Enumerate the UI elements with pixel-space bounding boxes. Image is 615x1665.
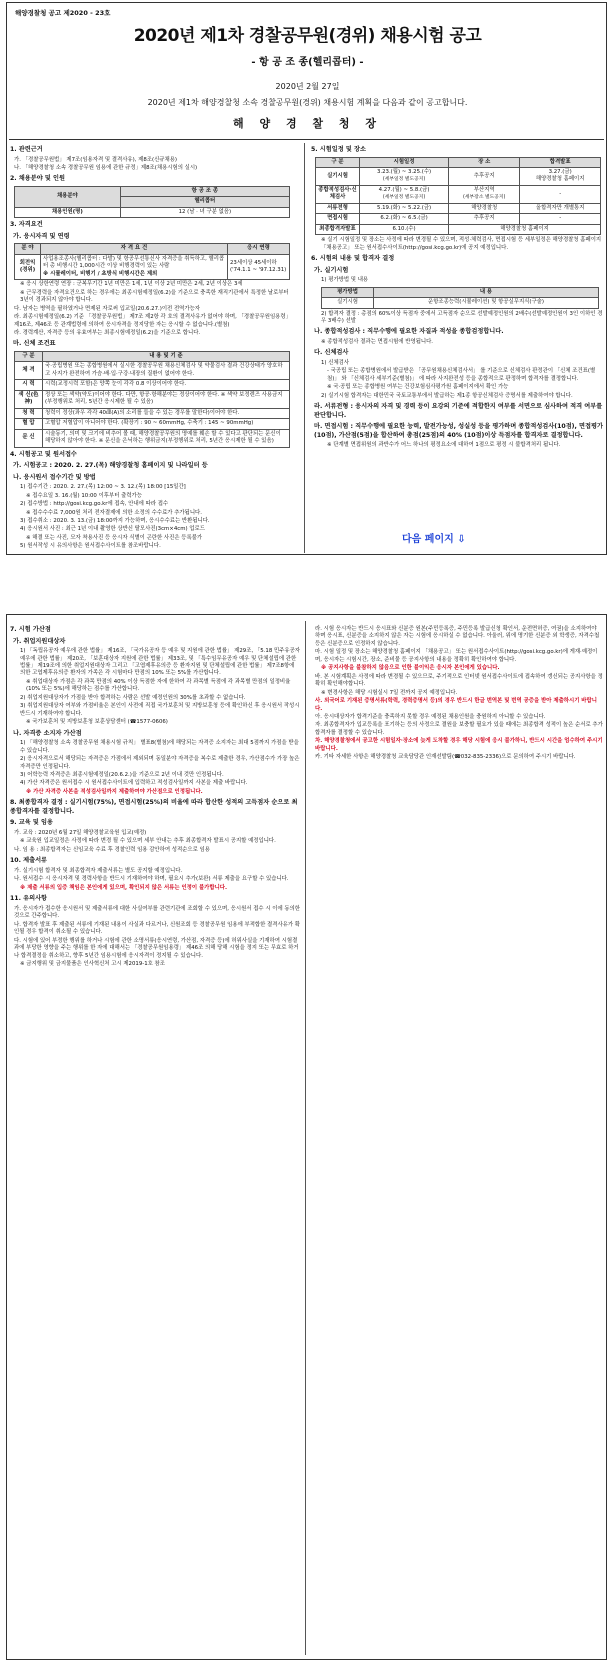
- caution-line: 아. 응시대상자가 합격기준을 충족하지 못할 경우 예정된 채용인원을 충원하지 아니할 수 있습니다.: [315, 713, 546, 720]
- body-cat: 문 신: [15, 429, 43, 447]
- caution-line: 라. 시험 응시자는 반드시 응시표와 신분증 원본(주민등록증, 주민등록 발급신청 확인서, 운전면허증, 여권)을 소지하여야 하며 응시표, 신분증을 소지하지 않은 자는 시험에 응시하실 수 없습니다. 아울러, 위에 명기한 신분증 외 학생증, 자격수첩 등은 신분증으로 인정하지 않습니다.: [315, 626, 600, 647]
- body-cat: 시 력: [15, 380, 43, 390]
- table-row: [15, 390, 290, 408]
- table-row: [15, 408, 290, 418]
- schedule-th: 합격발표: [520, 157, 601, 167]
- qual-age: 23세이상 45세이하('74.1.1 ~ '97.12.31): [228, 254, 290, 279]
- notice-header: [7, 3, 607, 141]
- physical-title: 다. 신체검사: [314, 349, 349, 357]
- bonus-line: 2) 취업지원대상자가 가점을 받아 합격하는 사람은 선발 예정인원의 30%를 초과할 수 없습니다.: [20, 694, 246, 701]
- application-method-title: 나. 응시원서 접수기간 및 방법: [13, 473, 96, 481]
- bonus-line: 3) 취업지원대상자 여부와 가점비율은 본인이 사전에 직접 국가보훈처 및 지방보훈청 등에 확인하신 후 응시원서 작성시 반드시 기재하여야 합니다.: [20, 703, 300, 717]
- body-desc: 국·공립병원 또는 종합병원에서 실시한 경찰공무원 채용신체검사 및 약물검사 결과 건강상태가 양호하고 사지가 완전하여 가슴·배·입·구강·내장의 질환이 없어야 한다.: [43, 362, 290, 380]
- body-cat: 혈 압: [15, 419, 43, 429]
- application-line: ※ 해결 또는 사진, 모자 착용사진 등 응시자 식별이 곤란한 사진은 등록불가: [26, 534, 203, 541]
- caution-contact: 카. 기타 자세한 사항은 해양경찰청 교육담당관 인재선발팀(☎032-835-2336)으로 문의하여 주시기 바랍니다.: [315, 754, 576, 761]
- body-desc: 정상 또는 색약(약도)이어야 한다. 다만, 항공·항해분야는 정상이어야 한다. ※ 색약 보정렌즈 사용금지(부정행위로 처리, 5년간 응시제한 될 수 있음): [43, 390, 290, 408]
- qual-note: ※ 근무경력을 자격요건으로 하는 경우에는 최종시험예정일(6.2)을 기준으로 충족한 재직기관에서 특정한 날로부터 3년이 경과되지 않아야 합니다.: [20, 289, 289, 304]
- notice-intro: 2020년 제1차 해양경찰청 소속 경찰공무원(경위) 채용시험 계획을 다음과 같이 공고합니다.: [147, 98, 468, 107]
- table-row: [316, 214, 601, 224]
- page-title: 2020년 제1차 경찰공무원(경위) 채용시험 공고: [133, 26, 482, 46]
- application-line: ※ 접수수수료 7,000원 처리 전자결제에 의한 소정의 수수료가 추가됩니다.: [26, 509, 202, 516]
- qual-th: 자 격 요 건: [41, 244, 228, 254]
- qual-th: 응시 연령: [228, 244, 290, 254]
- body-cat: 청 력: [15, 408, 43, 418]
- practical-title: 가. 실기시험: [314, 266, 349, 274]
- schedule-result: -: [520, 185, 601, 203]
- schedule-date: 6.10.(수): [360, 224, 449, 234]
- schedule-date-note: (세부일정 별도공지): [382, 176, 426, 182]
- qual-field: 회전익(경위): [15, 254, 41, 279]
- education-note: ※ 교육원 입교일정은 사정에 따라 변경 될 수 있으며 세부 안내는 추후 최종합격자 발표시 공지할 예정입니다.: [20, 838, 276, 845]
- physical-note: ※ 국·공립 또는 종합병원 여부는 건강보험심사평가원 홈페이지에서 확인 가능: [327, 384, 509, 391]
- schedule-place: 해양경찰청 홈페이지: [449, 224, 601, 234]
- notice-page-1: [6, 2, 607, 555]
- body-th: 구 분: [15, 351, 43, 361]
- field-header: 채용분야: [15, 187, 121, 208]
- qual-req: 사업용조종사(헬리콥터 : 다발) 및 항공무선통신사 자격증을 취득하고, 헬리콥터 총 비행시간 1,000시간 이상 비행경력이 있는 사람: [43, 255, 225, 270]
- section-caution-title: 11. 유의사항: [10, 895, 48, 903]
- schedule-th: 장 소: [449, 157, 520, 167]
- body-subtitle: 마. 신체 조건표: [13, 340, 56, 348]
- schedule-table: [315, 157, 601, 236]
- qual-table: [14, 243, 290, 280]
- practical-th: 평가방법: [322, 287, 374, 297]
- schedule-date: 6.2.(화) ~ 6.5.(금): [360, 214, 449, 224]
- section-final-title: 8. 최종합격자 결정 : 실기시험(75%), 면접시험(25%)의 비율에 따라 합산한 성적의 고득점자 순으로 최종합격자를 결정합니다.: [10, 799, 298, 815]
- caution-line: 나. 합격자 발표 후 제출된 서류에 기재된 내용이 사실과 다르거나, 신원조회 등 경찰공무원 임용에 부적합한 결격사유가 확인될 경우 합격이 취소될 수 있습니다.: [14, 921, 300, 936]
- page1-right-column: [311, 143, 603, 451]
- body-desc: 고혈압 저혈압이 아니어야 한다. (확장기 : 90 ~ 60mmHg, 수축기 : 145 ~ 90mmHg): [43, 419, 290, 429]
- application-line: 4) 응시원서 사진 : 최근 1년 이내 촬영한 상반신 탈모사진(3cm×4cm) 업로드: [20, 526, 205, 533]
- bonus-note: ※ 취업대상자 가점은 각 과목 만점의 40% 이상 득점한 자에 한하여 각 과목별 득점에 각 과목별 만점의 일정비율(10% 또는 5%)에 해당하는 점수를 가산합니다.: [26, 678, 291, 693]
- schedule-place: 부산지역: [473, 187, 495, 194]
- qual-req-cell: [41, 254, 228, 279]
- physical-sub: 1) 신체검사: [321, 359, 350, 366]
- caution-line: 가. 응시자가 접수한 응시원서 및 제출서류에 대한 사실여부를 관련기관에 조회할 수 있으며, 응시원서 접수 시 이에 동의한 것으로 간주합니다.: [14, 905, 300, 920]
- notice-number: 해양경찰청 공고 제2020 - 23호: [15, 9, 111, 17]
- schedule-th: 구 분: [316, 157, 360, 167]
- page-subtitle: - 항 공 조 종(헬리콥터) -: [251, 57, 364, 68]
- caution-line: 바. 본 시험계획은 사정에 따라 변경될 수 있으므로, 주기적으로 인터넷 원서접수사이트에 접속하여 갱신되는 공지사항을 정확히 확인해야합니다.: [315, 673, 603, 688]
- caution-line: 다. 시험에 있어 부정한 행위를 하거나 시험에 관한 소명서류(응시연령, 가산점, 자격증 등)에 허위사실을 기재하여 시험결과에 부당한 영향을 주는 행위를 한 자에 대해서는 「경찰공무원임용령」 제46조 의해 당해 시험을 정지 또는 무효로 하거나 합격결정을 취소하고, 향후 5년간 임용시험에 응시자격이 정지될 수 있습니다.: [14, 937, 299, 959]
- body-cat: 체 격: [15, 362, 43, 380]
- practical-method: 1) 평가방법 및 내용: [321, 277, 369, 284]
- headcount-label: 채용인원(명): [15, 207, 121, 217]
- schedule-place-note: (세부장소 별도공지): [463, 194, 506, 200]
- section-documents-title: 10. 제출서류: [10, 857, 48, 865]
- schedule-place: 추후공지: [473, 172, 495, 179]
- practical-th: 내 용: [374, 287, 599, 297]
- field-sub: 헬리콥터: [120, 197, 289, 207]
- bonus-line: 3) 어학능력 자격증은 최종시험예정일(20.6.2.)을 기준으로 2년 이내 것만 인정됩니다.: [20, 771, 224, 778]
- bonus-line: 1) 「해양경찰청 소속 경찰공무원 채용시험 규칙」 별표8(별첨)에 해당되는 자격증 소지자는 최대 5점까지 가점을 받을 수 있습니다.: [20, 740, 299, 754]
- documents-line: 나. 원서접수 시 응시자격 및 경력사항을 반드시 기재하여야 하며, 필요시 추가(보완) 서류 제출을 요구할 수 있습니다.: [14, 876, 289, 883]
- physical-cert: 2) 실기시험 합격자는 대한민국 국토교통부에서 발급하는 제1종 항공신체검사 증명서를 제출하여야 합니다.: [321, 392, 573, 399]
- document-review: 라. 서류전형 : 응시자의 자격 및 경력 등이 요강의 기준에 적합한지 여부를 서면으로 심사하여 적격 여부를 판단합니다.: [314, 403, 603, 419]
- schedule-th: 시험일정: [360, 157, 449, 167]
- caution-line: 자. 최종합격자가 입교등록을 포기하는 등의 사정으로 결원을 보충할 필요가 있을 때에는 최종합격 성적이 높은 순서로 추가합격자를 결정할 수 있습니다.: [315, 722, 603, 736]
- bonus-note: ※ 국가보훈처 및 지방보훈청 보훈상담센터 (☎1577-0606): [26, 719, 168, 726]
- caution-line: 마. 시험 일정 및 장소는 해양경찰청 홈페이지 「채용공고」 또는 원서접수사이트(http://gosi.kcg.go.kr)에 게재·예정이며, 응시자는 시험시간, 장소, 준비물 등 공지사항의 내용을 정확히 확인하여야 합니다.: [315, 649, 598, 663]
- schedule-date: 3.23.(월) ~ 3.25.(수): [376, 169, 432, 176]
- qual-note: ※ 응시 상한연령 연장 : 군복무기간 1년 미만은 1세, 1년 이상 2년 미만은 2세, 2년 이상은 3세: [20, 281, 243, 288]
- qual-note: 다. 남자는 병역을 필하였거나 면제된 자로써 입교일(20.6.27.)이전 전역가능자: [14, 305, 201, 312]
- next-page-link[interactable]: 다음 페이지 ⇩: [402, 534, 466, 545]
- table-row: [15, 429, 290, 447]
- page1-left-column: [10, 143, 292, 552]
- schedule-cat: 최종합격자발표: [316, 224, 360, 234]
- practical-method-cell: 실기시험: [322, 298, 374, 308]
- table-row: [316, 168, 601, 186]
- practical-table: [321, 287, 599, 309]
- bonus-line: 2) 응시자격으로서 해당되는 자격증은 가점에서 제외되며 동일분야 자격증을 복수로 제출한 경우, 가산점수가 가장 높은 자격증만 인정됩니다.: [20, 756, 300, 770]
- schedule-cat: 서류전형: [316, 203, 360, 213]
- schedule-date: 5.19.(화) ~ 5.22.(금): [360, 203, 449, 213]
- aptitude-line: 나. 종합적성검사 : 직무수행에 필요한 자질과 적성을 종합검정합니다.: [314, 328, 504, 336]
- body-cat: 색 신(色 神): [15, 390, 43, 408]
- schedule-place: 추후공지: [449, 214, 520, 224]
- body-desc: 시술동기, 의미 및 크기에 비추어 볼 때, 해양경찰공무원의 명예를 훼손 할 수 있다고 판단되는 문신이 해당하지 않아야 한다. ※ 문신을 은닉하는 행위금지(부정행위로 처리, 5년간 응시제한 될 수 있음): [43, 429, 290, 447]
- section-schedule-title: 5. 시험일정 및 장소: [311, 146, 366, 153]
- issuing-org: 해 양 경 찰 청 장: [233, 117, 382, 130]
- schedule-note: ※ 실기 시험일정 및 장소는 사정에 따라 변경될 수 있으며, 적성·체력검사, 면접시험 등 세부일정은 해양경찰청 홈페이지 「채용공고」 또는 원서접수사이트(http://gosi.kcg.go.kr)에 공지 예정입니다.: [321, 237, 602, 251]
- schedule-cat: 면접시험: [316, 214, 360, 224]
- physical-text: - 국공립 또는 종합병원에서 발급받은 「공무원채용신체검사서」 를 기준으로 신체검사 판정관이 「신체 조건표(별첨)」 와 「신체검사 세부기준(별첨)」 에 따라 사지완전성 등을 종합적으로 판정하며 합격자를 결정합니다.: [327, 368, 596, 382]
- application-line: 3) 접수취소 : 2020. 3. 13.(금) 18:00까지 가능하며, 응시수수료는 반환됩니다.: [20, 517, 210, 524]
- qual-note: 라. 최종시험예정일(6.2) 기준 「경찰공무원법」 제7조 제2항 각 호의 결격사유가 없어야 하며, 「경찰공무원임용령」 제16조, 제46조 등 관계법령에 의하여 응시자격을 정지당한 자는 응시할 수 없습니다.(별첨): [14, 314, 291, 328]
- bonus-cert-title: 나. 자격증 소지자 가산점: [13, 729, 82, 737]
- schedule-date-note: (세부일정 별도공지): [382, 194, 426, 200]
- bonus-line: 4) 가산 자격증은 원서접수 시 원서접수사이트에 입력하고 적성검사일까지 사본을 제출 바랍니다.: [20, 780, 248, 787]
- table-row: [316, 224, 601, 234]
- application-line: 1) 접수기간 : 2020. 2. 27.(목) 12:00 ~ 3. 12.(목) 18:00 [15일간]: [20, 484, 186, 491]
- body-desc: 청력이 정상(좌우 각각 40㏈(A)의 소리를 들을 수 있는 경우를 말한다)이어야 한다.: [43, 408, 290, 418]
- schedule-cat: 실기시험: [316, 168, 360, 186]
- schedule-place: 해양경찰청: [449, 203, 520, 213]
- bonus-warning: ※ 가산 자격증 사본을 적성검사일까지 제출하여야 가산점으로 인정됩니다.: [26, 788, 203, 795]
- caution-line: 차. 해양경찰청에서 공고한 시험일자·장소에 늦게 도착할 경우 해당 시험에 응시 불가하니, 반드시 시간을 엄수하여 주시기 바랍니다.: [315, 738, 603, 752]
- body-th: 내 용 및 기 준: [43, 351, 290, 361]
- headcount-value: 12 (남 · 녀 구분 없음): [120, 207, 289, 217]
- schedule-cat: 종합적성검사·신체검사: [316, 185, 360, 203]
- section-field-title: 2. 채용분야 및 인원: [10, 175, 65, 183]
- caution-note: ※ 금지행위 및 금지물품은 인사혁신처 고시 제2019-1호 참조: [20, 960, 165, 967]
- table-row: [316, 203, 601, 213]
- schedule-result: 올합격자만 개별통지: [520, 203, 601, 213]
- interview-note: ※ 단계별 면접위원의 과반수가 어느 하나의 평정요소에 대하여 1점으로 평정 시 불합격처리 됩니다.: [327, 442, 561, 449]
- notice-date: 2020년 2월 27일: [275, 82, 340, 91]
- qual-th: 분 야: [15, 244, 41, 254]
- caution-warning: ※ 공지사항을 불참하지 않음으로 인한 불이익은 응시자 본인에게 있습니다.: [321, 665, 500, 672]
- schedule-result: 3.27.(금): [548, 169, 572, 175]
- practical-pass: 2) 합격자 결정 : 총점의 60%이상 득점자 중에서 고득점자 순으로 선발예정인원의 2배수(선발예정인원이 3인 이하인 경우 3배수) 선발: [321, 310, 603, 324]
- documents-line: 가. 실기시험 합격자 및 최종합격자 제출서류는 별도 공지할 예정입니다.: [14, 867, 183, 874]
- application-line: ※ 접수요일 3. 16.(월) 10:00 이후부터 출력가능: [26, 492, 142, 499]
- table-row: [316, 185, 601, 203]
- section-qual-title: 3. 자격요건: [10, 221, 43, 229]
- basis-line: 가. 「경찰공무원법」 제7조(임용자격 및 결격사유), 제8조(신규채용): [14, 156, 178, 163]
- page2-right-column: [311, 623, 603, 763]
- documents-warning: ※ 제출 서류의 입증 책임은 본인에게 있으며, 확인되지 않은 서류는 인정이 불가합니다.: [20, 884, 228, 891]
- body-desc: 시력(교정시력 포함)은 양쪽 눈이 각각 0.8 이상이어야 한다.: [43, 380, 290, 390]
- caution-note: ※ 변경사항은 해당 시험실시 7일 전까지 공지 예정입니다.: [321, 689, 458, 696]
- section-education-title: 9. 교육 및 임용: [10, 819, 54, 827]
- bonus-veteran-title: 가. 취업지원대상자: [13, 637, 66, 645]
- section-basis-title: 1. 관련근거: [10, 146, 43, 153]
- education-line: 가. 교육 : 2020년 6월 27일 해양경찰교육원 입교(예정): [14, 829, 147, 836]
- qual-req-note: ※ 시뮬레이터, 비행기 / 초방식 비행시간은 제외: [43, 270, 158, 277]
- field-name: 항 공 조 종: [120, 187, 289, 197]
- table-row: [15, 380, 290, 390]
- application-line: 5) 원서작성 시 유의사항은 원서접수사이트를 참조바랍니다.: [20, 543, 161, 550]
- qual-note: 라. 경력계산, 자격증 등의 유효여부는 최종시험예정일(6.2)을 기준으로 합니다.: [14, 329, 201, 336]
- field-table: [14, 186, 290, 218]
- table-row: [15, 419, 290, 429]
- schedule-result: -: [520, 214, 601, 224]
- caution-line: 사. 외국어로 기재된 증명서류(학력, 경력증명서 등)의 경우 반드시 한글 번역본 및 번역 공증을 받아 제출하시기 바랍니다.: [315, 698, 597, 712]
- education-line: 나. 임 용 : 최종합격자는 신임교육 수료 후 경찰인력 임용 감안하여 성적순으로 임용: [14, 846, 210, 853]
- notice-page-2: [6, 614, 607, 1660]
- bonus-line: 1) 「독립유공자 예우에 관한 법률」 제16조, 「국가유공자 등 예우 및 지원에 관한 법률」 제29조, 「5.18 민주유공자 예우에 관한 법률」 제20조, 「보훈대상자 지원에 관한 법률」 제33조, 및 「특수임무유공자 예우 및 단체설립에 관한 법률」 제19조에 의한 취업지원대상자 그리고 「고엽제후유의증 등 환자지원 및 단체설립에 관한 법률」 제7조8항에 의한 고엽제후유의증 환자의 가족은 각 시험마다 만점의 10% 또는 5%를 가산합니다.: [20, 648, 300, 677]
- section-bonus-title: 7. 시험 가산점: [10, 626, 51, 633]
- section-application-title: 4. 시험공고 및 원서접수: [10, 450, 77, 458]
- body-table: [14, 351, 290, 448]
- application-announce: 가. 시험공고 : 2020. 2. 27.(목) 해양경찰청 홈페이지 및 나라일터 등: [13, 462, 208, 470]
- table-row: [15, 362, 290, 380]
- basis-line: 나. 「해양경찰청 소속 경찰공무원 임용에 관한 규정」제8조(채용시험의 실시): [14, 165, 198, 171]
- page2-left-column: [10, 623, 300, 969]
- schedule-date: 4.27.(월) ~ 5.8.(금): [378, 187, 430, 194]
- practical-content-cell: 운항조종능력(시뮬레이션) 및 항공실무지식(구술): [374, 298, 599, 308]
- application-line: 2) 접수방법 : http://gosi.kcg.go.kr에 접속, 안내에 따라 접수: [20, 501, 169, 508]
- interview: 마. 면접시험 : 직무수행에 필요한 능력, 발전가능성, 성실성 등을 평가하며 종합적성검사(10점), 면접평가(10점), 가산점(5점)을 합산하여 총점(25점)의 40% (10점)이상 득점자를 합격자로 결정합니다.: [314, 423, 603, 439]
- aptitude-note: ※ 종합적성검사 결과는 면접시험에 반영됩니다.: [321, 338, 434, 345]
- schedule-result-note: 해양경찰청 홈페이지: [535, 176, 585, 183]
- section-content-title: 6. 시험의 내용 및 합격자 결정: [311, 255, 395, 263]
- qual-subtitle: 가. 응시자격 및 연령: [13, 232, 70, 240]
